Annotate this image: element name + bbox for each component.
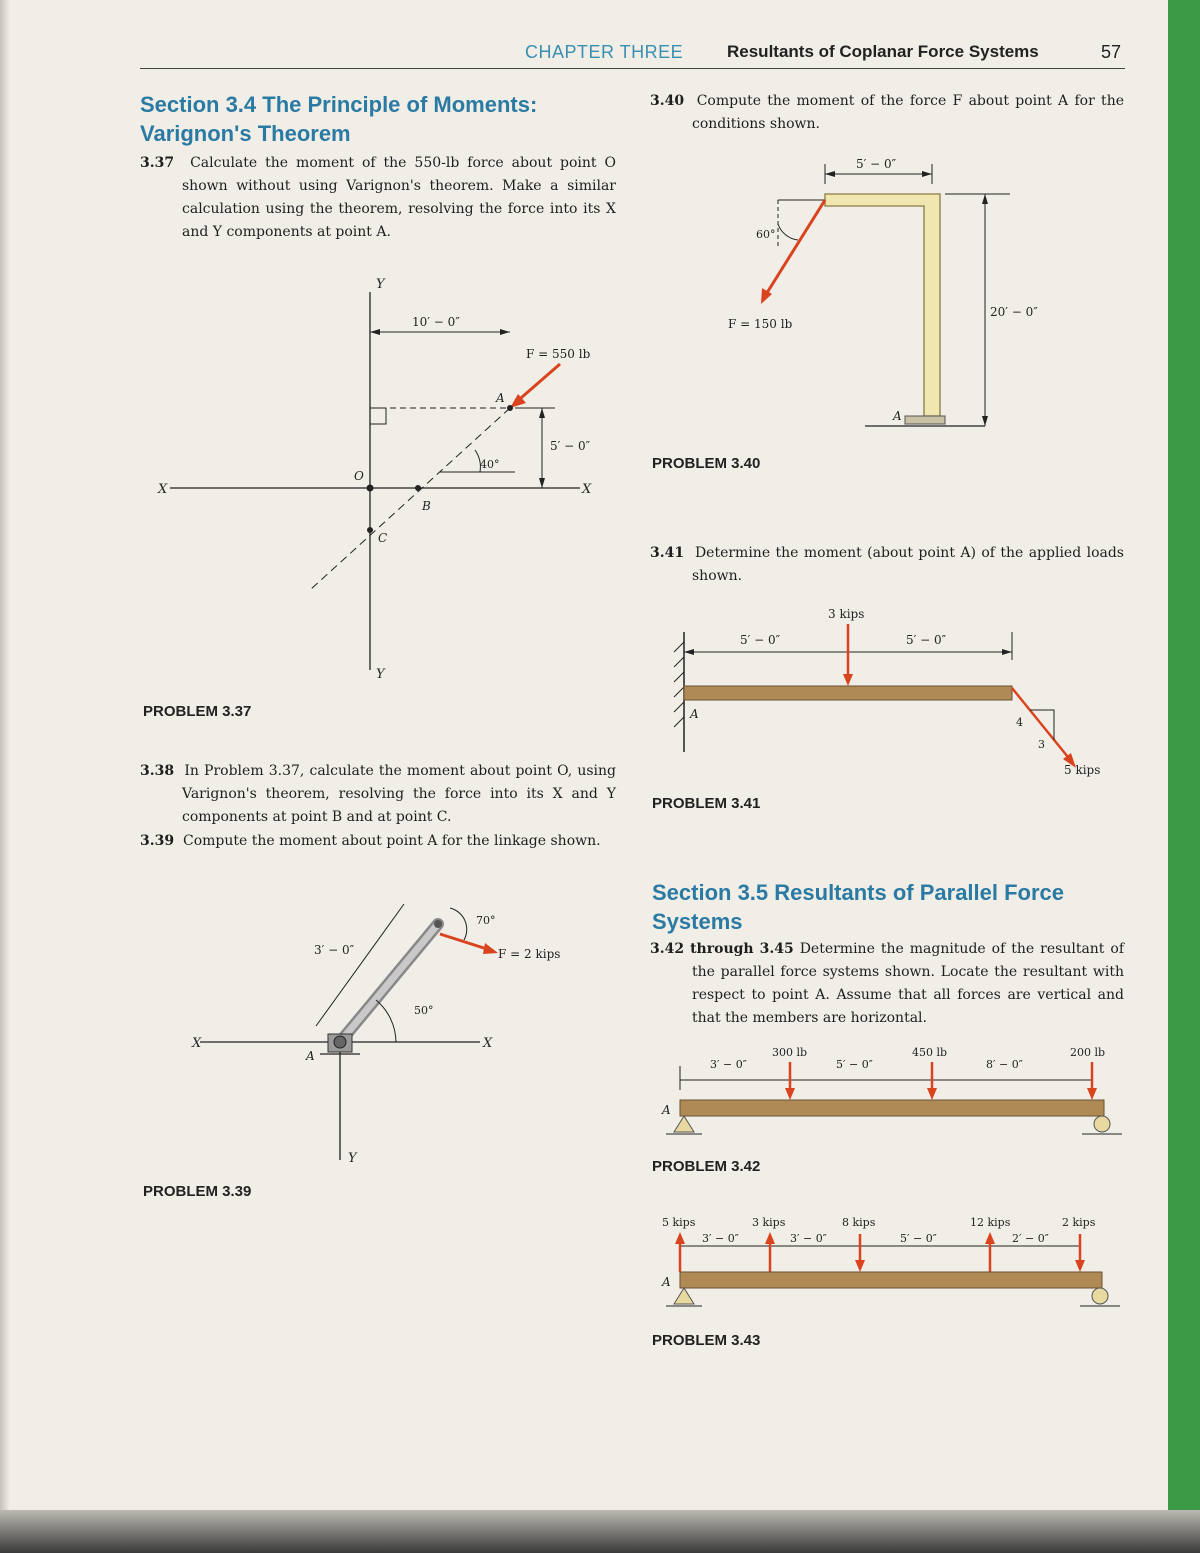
- fig337-force-label: F = 550 lb: [526, 347, 591, 361]
- problem-text: Compute the moment of the force F about point A for the conditions shown.: [692, 93, 1124, 132]
- problem-3-39: [140, 830, 616, 853]
- label-problem-3-40: PROBLEM 3.40: [652, 455, 761, 472]
- fig339-force-label: F = 2 kips: [498, 947, 561, 961]
- problem-text: Determine the moment (about point A) of the applied loads shown.: [692, 545, 1124, 584]
- chapter-title: Resultants of Coplanar Force Systems: [727, 42, 1039, 61]
- fig337-dim-v: 5′ − 0″: [550, 439, 591, 453]
- problem-3-40: [650, 90, 1124, 136]
- fig342-load-1: 300 lb: [772, 1046, 808, 1059]
- scan-bottom-shadow: [0, 1510, 1200, 1553]
- chapter-label: CHAPTER THREE: [525, 42, 684, 62]
- problem-3-42: [650, 938, 1124, 1030]
- fig343-load-5: 2 kips: [1062, 1216, 1096, 1229]
- fig339-x-left: X: [192, 1036, 202, 1051]
- section-heading-3-5: [652, 878, 1122, 936]
- fig340-point-a: A: [893, 409, 902, 423]
- fig337-angle: 40°: [480, 458, 500, 471]
- problem-through: through: [690, 941, 754, 957]
- fig339-angle-bottom: 50°: [414, 1004, 434, 1017]
- fig337-point-a: A: [496, 391, 505, 405]
- fig339-dim: 3′ − 0″: [314, 943, 355, 957]
- figure-3-42: [650, 1040, 1130, 1145]
- fig343-load-1: 5 kips: [662, 1216, 696, 1229]
- fig340-dim-v: 20′ − 0″: [990, 305, 1038, 319]
- problem-number: 3.38: [140, 763, 175, 779]
- figure-3-40: [690, 148, 1070, 448]
- fig342-dim-3: 8′ − 0″: [986, 1058, 1023, 1071]
- figure-3-37: [140, 270, 620, 690]
- problem-3-37: [140, 152, 616, 244]
- fig341-slope-h: 3: [1038, 738, 1045, 751]
- fig337-point-c: C: [378, 531, 388, 545]
- fig342-dim-1: 3′ − 0″: [710, 1058, 747, 1071]
- fig339-angle-top: 70°: [476, 914, 496, 927]
- label-problem-3-43: PROBLEM 3.43: [652, 1332, 761, 1349]
- fig341-dim-2: 5′ − 0″: [906, 633, 947, 647]
- figure-3-43: [650, 1208, 1130, 1323]
- fig342-dim-2: 5′ − 0″: [836, 1058, 873, 1071]
- label-problem-3-39: PROBLEM 3.39: [143, 1183, 252, 1200]
- fig343-dim-4: 2′ − 0″: [1012, 1232, 1049, 1245]
- fig337-y-top: Y: [376, 277, 385, 292]
- figure-3-41: [670, 602, 1110, 782]
- label-problem-3-37: PROBLEM 3.37: [143, 703, 252, 720]
- binding-shadow: [0, 0, 10, 1553]
- fig340-dim-h: 5′ − 0″: [856, 157, 897, 171]
- fig343-load-3: 8 kips: [842, 1216, 876, 1229]
- label-problem-3-41: PROBLEM 3.41: [652, 795, 761, 812]
- problem-3-38: [140, 760, 616, 829]
- fig341-load-1: 3 kips: [828, 607, 865, 621]
- section-heading-3-4: [140, 90, 610, 148]
- fig337-x-right: X: [582, 482, 592, 497]
- fig339-point-a: A: [306, 1049, 315, 1063]
- fig340-angle: 60°: [756, 228, 776, 241]
- fig337-point-b: B: [422, 499, 431, 513]
- page-number: 57: [1100, 42, 1121, 62]
- page-edge-tab: [1168, 0, 1200, 1553]
- fig342-load-3: 200 lb: [1070, 1046, 1106, 1059]
- fig343-dim-2: 3′ − 0″: [790, 1232, 827, 1245]
- fig343-load-4: 12 kips: [970, 1216, 1011, 1229]
- fig341-load-2: 5 kips: [1064, 763, 1101, 777]
- fig337-x-left: X: [158, 482, 168, 497]
- section-heading-line-1: Section 3.4 The Principle of Moments:: [140, 92, 538, 117]
- problem-text: Determine the magnitude of the resultant of the parallel force systems shown. Locate the resultant with respect to point A. Assume that all forces are vertical and that the members are horizontal.: [692, 941, 1125, 1026]
- section-heading-line-2: Systems: [652, 909, 743, 934]
- fig342-point-a: A: [662, 1103, 671, 1117]
- fig343-point-a: A: [662, 1275, 671, 1289]
- fig339-x-right: X: [483, 1036, 493, 1051]
- problem-number: 3.42: [650, 941, 685, 957]
- fig342-load-2: 450 lb: [912, 1046, 948, 1059]
- problem-text: Calculate the moment of the 550-lb force about point O shown without using Varignon's theorem. Make a similar calculation using the theorem, resolving the force into its X and Y components at point A.: [182, 155, 616, 240]
- fig343-load-2: 3 kips: [752, 1216, 786, 1229]
- fig337-y-bottom: Y: [376, 667, 385, 682]
- fig337-dim-h: 10′ − 0″: [412, 315, 460, 329]
- problem-number: 3.40: [650, 93, 685, 109]
- problem-number: 3.41: [650, 545, 685, 561]
- problem-number: 3.37: [140, 155, 175, 171]
- section-heading-line-1: Section 3.5 Resultants of Parallel Force: [652, 880, 1065, 905]
- fig341-point-a: A: [690, 707, 699, 721]
- figure-3-39: [180, 880, 600, 1170]
- problem-text: Compute the moment about point A for the linkage shown.: [183, 833, 601, 849]
- fig341-dim-1: 5′ − 0″: [740, 633, 781, 647]
- fig341-slope-v: 4: [1016, 716, 1023, 729]
- fig343-dim-3: 5′ − 0″: [900, 1232, 937, 1245]
- fig343-dim-1: 3′ − 0″: [702, 1232, 739, 1245]
- fig337-point-o: O: [354, 469, 364, 483]
- fig340-force-label: F = 150 lb: [728, 317, 793, 331]
- section-heading-line-2: Varignon's Theorem: [140, 121, 351, 146]
- fig339-y: Y: [348, 1151, 357, 1166]
- running-header: [140, 40, 1125, 69]
- problem-3-41: [650, 542, 1124, 588]
- problem-text: In Problem 3.37, calculate the moment about point O, using Varignon's theorem, resolving the force into its X and Y components at point B and at point C.: [182, 763, 616, 825]
- label-problem-3-42: PROBLEM 3.42: [652, 1158, 761, 1175]
- problem-number-2: 3.45: [759, 941, 794, 957]
- problem-number: 3.39: [140, 833, 175, 849]
